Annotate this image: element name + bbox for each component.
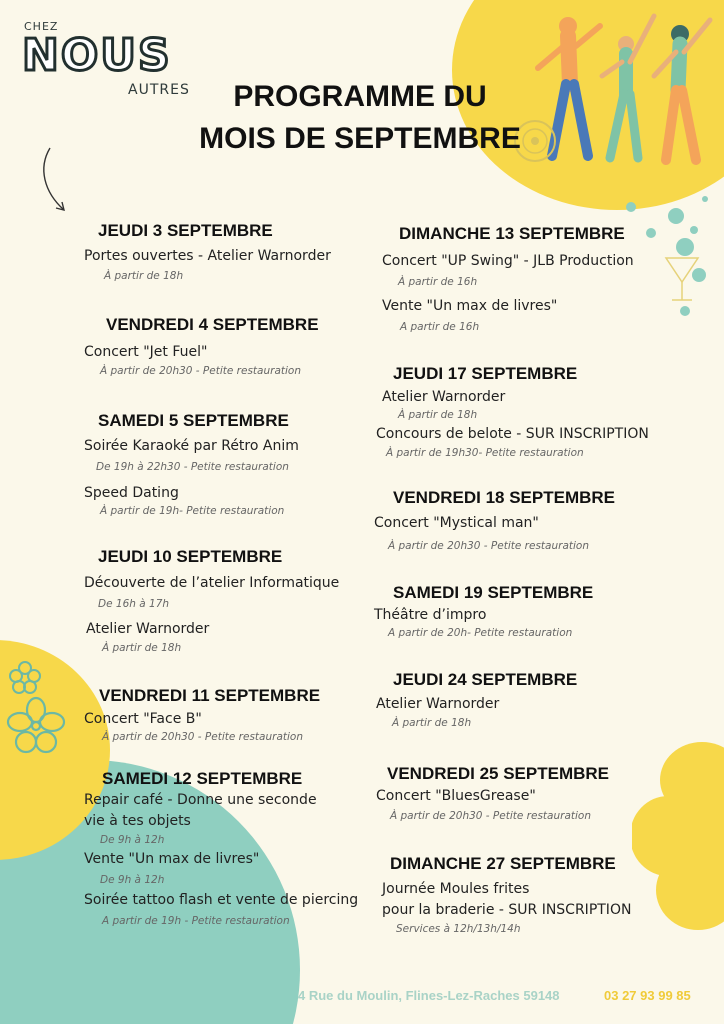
event-name: Speed Dating	[84, 485, 179, 501]
event-name: Atelier Warnorder	[376, 696, 500, 712]
event-detail: A partir de 19h - Petite restauration	[102, 915, 290, 927]
day-heading: JEUDI 10 SEPTEMBRE	[98, 547, 283, 566]
logo-autres: AUTRES	[128, 82, 190, 98]
cocktail-icon	[660, 252, 704, 306]
dot	[668, 208, 684, 224]
event-name: Vente "Un max de livres"	[84, 851, 260, 867]
day-heading: JEUDI 24 SEPTEMBRE	[393, 670, 578, 689]
event-name-cont: pour la braderie - SUR INSCRIPTION	[382, 902, 632, 918]
event-name: Atelier Warnorder	[382, 389, 506, 405]
event-name: Concert "Mystical man"	[374, 515, 539, 531]
event-name: Concours de belote - SUR INSCRIPTION	[376, 426, 649, 442]
curved-arrow-icon	[40, 146, 70, 216]
event-name: Vente "Un max de livres"	[382, 298, 558, 314]
event-detail: A partir de 20h- Petite restauration	[388, 627, 573, 639]
event-name: Concert "UP Swing" - JLB Production	[382, 253, 634, 269]
footer-phone: 03 27 93 99 85	[604, 988, 691, 1003]
day-heading: SAMEDI 12 SEPTEMBRE	[102, 769, 303, 788]
event-detail: À partir de 20h30 - Petite restauration	[390, 810, 591, 822]
event-name: Soirée Karaoké par Rétro Anim	[84, 438, 299, 454]
event-detail: De 19h à 22h30 - Petite restauration	[96, 461, 289, 473]
event-detail: À partir de 20h30 - Petite restauration	[100, 365, 301, 377]
event-detail: À partir de 16h	[398, 276, 478, 288]
event-detail: De 9h à 12h	[100, 834, 165, 846]
flower-icon	[8, 660, 42, 694]
dot	[690, 226, 698, 234]
day-heading: DIMANCHE 13 SEPTEMBRE	[399, 224, 625, 243]
event-detail: Services à 12h/13h/14h	[396, 923, 521, 935]
event-name: Concert "Face B"	[84, 711, 202, 727]
event-detail: À partir de 19h30- Petite restauration	[386, 447, 584, 459]
day-heading: SAMEDI 19 SEPTEMBRE	[393, 583, 594, 602]
event-detail: De 9h à 12h	[100, 874, 165, 886]
page-title-line1: PROGRAMME DU	[233, 80, 487, 113]
logo-chez: CHEZ	[24, 20, 59, 33]
dot	[626, 202, 636, 212]
event-name: Découverte de l’atelier Informatique	[84, 575, 340, 591]
day-heading: JEUDI 17 SEPTEMBRE	[393, 364, 578, 383]
event-name: Repair café - Donne une seconde	[84, 792, 317, 808]
event-detail: À partir de 18h	[104, 270, 184, 282]
logo-nous: NOUS	[22, 30, 172, 81]
page-title-line2: MOIS DE SEPTEMBRE	[199, 122, 521, 155]
event-name: Soirée tattoo flash et vente de piercing	[84, 892, 359, 908]
day-heading: VENDREDI 18 SEPTEMBRE	[393, 488, 615, 507]
day-heading: VENDREDI 25 SEPTEMBRE	[387, 764, 609, 783]
event-name: Concert "Jet Fuel"	[84, 344, 208, 360]
flower-icon	[632, 740, 724, 930]
event-name-cont: vie à tes objets	[84, 813, 191, 829]
event-name: Atelier Warnorder	[86, 621, 210, 637]
day-heading: DIMANCHE 27 SEPTEMBRE	[390, 854, 616, 873]
event-name: Concert "BluesGrease"	[376, 788, 536, 804]
event-name: Journée Moules frites	[382, 881, 530, 897]
dot	[702, 196, 708, 202]
event-name: Portes ouvertes - Atelier Warnorder	[84, 248, 331, 264]
event-detail: À partir de 18h	[398, 409, 478, 421]
event-detail: A partir de 16h	[400, 321, 480, 333]
dot	[646, 228, 656, 238]
event-detail: À partir de 18h	[392, 717, 472, 729]
day-heading: JEUDI 3 SEPTEMBRE	[98, 221, 273, 240]
dot	[680, 306, 690, 316]
day-heading: SAMEDI 5 SEPTEMBRE	[98, 411, 289, 430]
event-detail: À partir de 19h- Petite restauration	[100, 505, 285, 517]
event-detail: À partir de 20h30 - Petite restauration	[102, 731, 303, 743]
event-detail: De 16h à 17h	[98, 598, 170, 610]
day-heading: VENDREDI 11 SEPTEMBRE	[99, 686, 321, 705]
flower-icon	[6, 696, 66, 756]
event-detail: À partir de 20h30 - Petite restauration	[388, 540, 589, 552]
day-heading: VENDREDI 4 SEPTEMBRE	[106, 315, 319, 334]
footer-address: 4 Rue du Moulin, Flines-Lez-Raches 59148	[298, 988, 560, 1003]
event-name: Théâtre d’impro	[374, 607, 487, 623]
event-detail: À partir de 18h	[102, 642, 182, 654]
